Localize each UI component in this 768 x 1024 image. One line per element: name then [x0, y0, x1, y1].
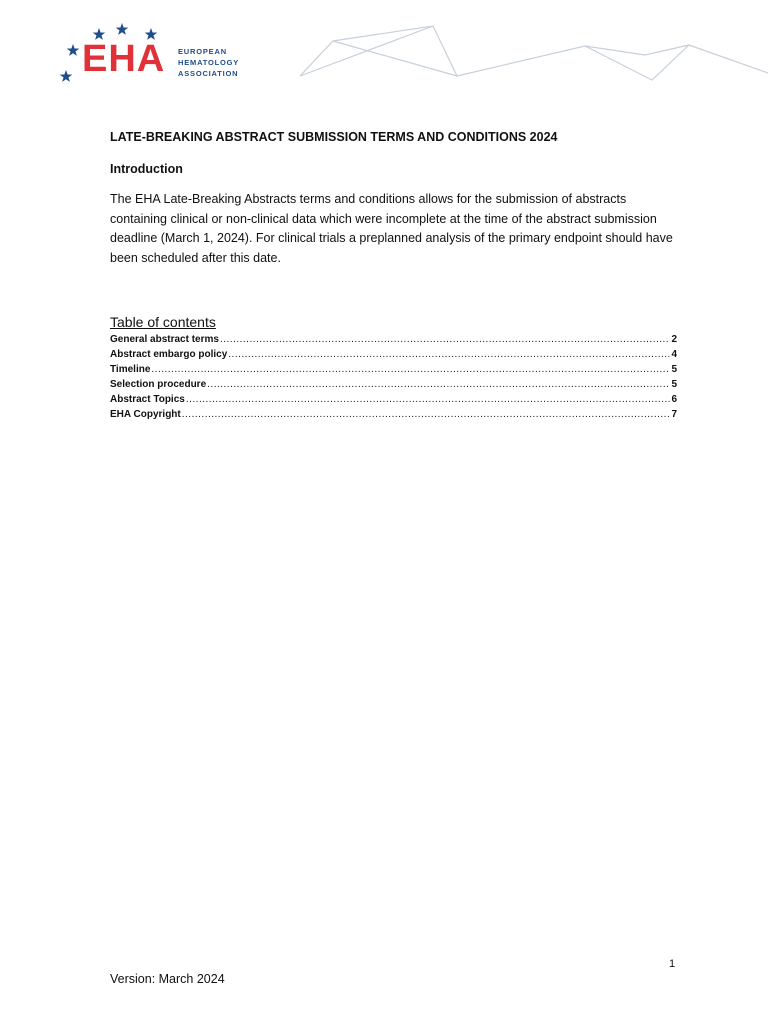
toc-title: Table of contents: [110, 314, 216, 330]
tagline-line: ASSOCIATION: [178, 69, 239, 78]
introduction-paragraph: The EHA Late-Breaking Abstracts terms and conditions allows for the submission of abstracts containing clinical or non-clinical data which were incomplete at the time of the abstract submission deadline (March 1, 2024). For clinical trials a preplanned analysis of the primary endpoint should have been scheduled after this date.: [110, 192, 673, 265]
tagline-line: EUROPEAN: [178, 47, 227, 56]
toc-entry[interactable]: [110, 362, 677, 377]
toc-leader: [151, 362, 670, 377]
toc-entry[interactable]: [110, 392, 677, 407]
toc-entry-page[interactable]: 4: [671, 349, 677, 360]
toc-leader: [228, 347, 670, 362]
toc-entry-page[interactable]: 2: [671, 334, 677, 345]
table-of-contents: [110, 332, 677, 422]
toc-entry-label[interactable]: Abstract Topics: [110, 394, 185, 405]
toc-entry[interactable]: [110, 407, 677, 422]
toc-entry-page[interactable]: 6: [671, 394, 677, 405]
toc-entry[interactable]: [110, 347, 677, 362]
toc-entry[interactable]: [110, 377, 677, 392]
toc-entry-label[interactable]: General abstract terms: [110, 334, 219, 345]
toc-entry-label[interactable]: EHA Copyright: [110, 409, 181, 420]
toc-leader: [182, 407, 671, 422]
document-title: LATE-BREAKING ABSTRACT SUBMISSION TERMS AND CONDITIONS 2024: [110, 130, 558, 144]
toc-leader: [186, 392, 671, 407]
toc-entry-label[interactable]: Selection procedure: [110, 379, 207, 390]
introduction-heading: Introduction: [110, 162, 183, 176]
logo-wordmark: EHA: [82, 38, 166, 80]
toc-leader: [207, 377, 670, 392]
page-header: [0, 0, 768, 100]
toc-entry-page[interactable]: 5: [671, 364, 677, 375]
eha-logo: [56, 18, 246, 84]
toc-entry-page[interactable]: 7: [671, 409, 677, 420]
tagline-line: HEMATOLOGY: [178, 58, 240, 67]
page-number: 1: [669, 958, 676, 970]
toc-entry-page[interactable]: 5: [671, 379, 677, 390]
decorative-lines-icon: [295, 20, 768, 84]
toc-leader: [220, 332, 670, 347]
document-body: [110, 128, 680, 268]
toc-entry[interactable]: [110, 332, 677, 347]
toc-entry-label[interactable]: Timeline: [110, 364, 151, 375]
logo-tagline: [178, 46, 239, 79]
toc-entry-label[interactable]: Abstract embargo policy: [110, 349, 228, 360]
version-footer: Version: March 2024: [110, 972, 225, 986]
